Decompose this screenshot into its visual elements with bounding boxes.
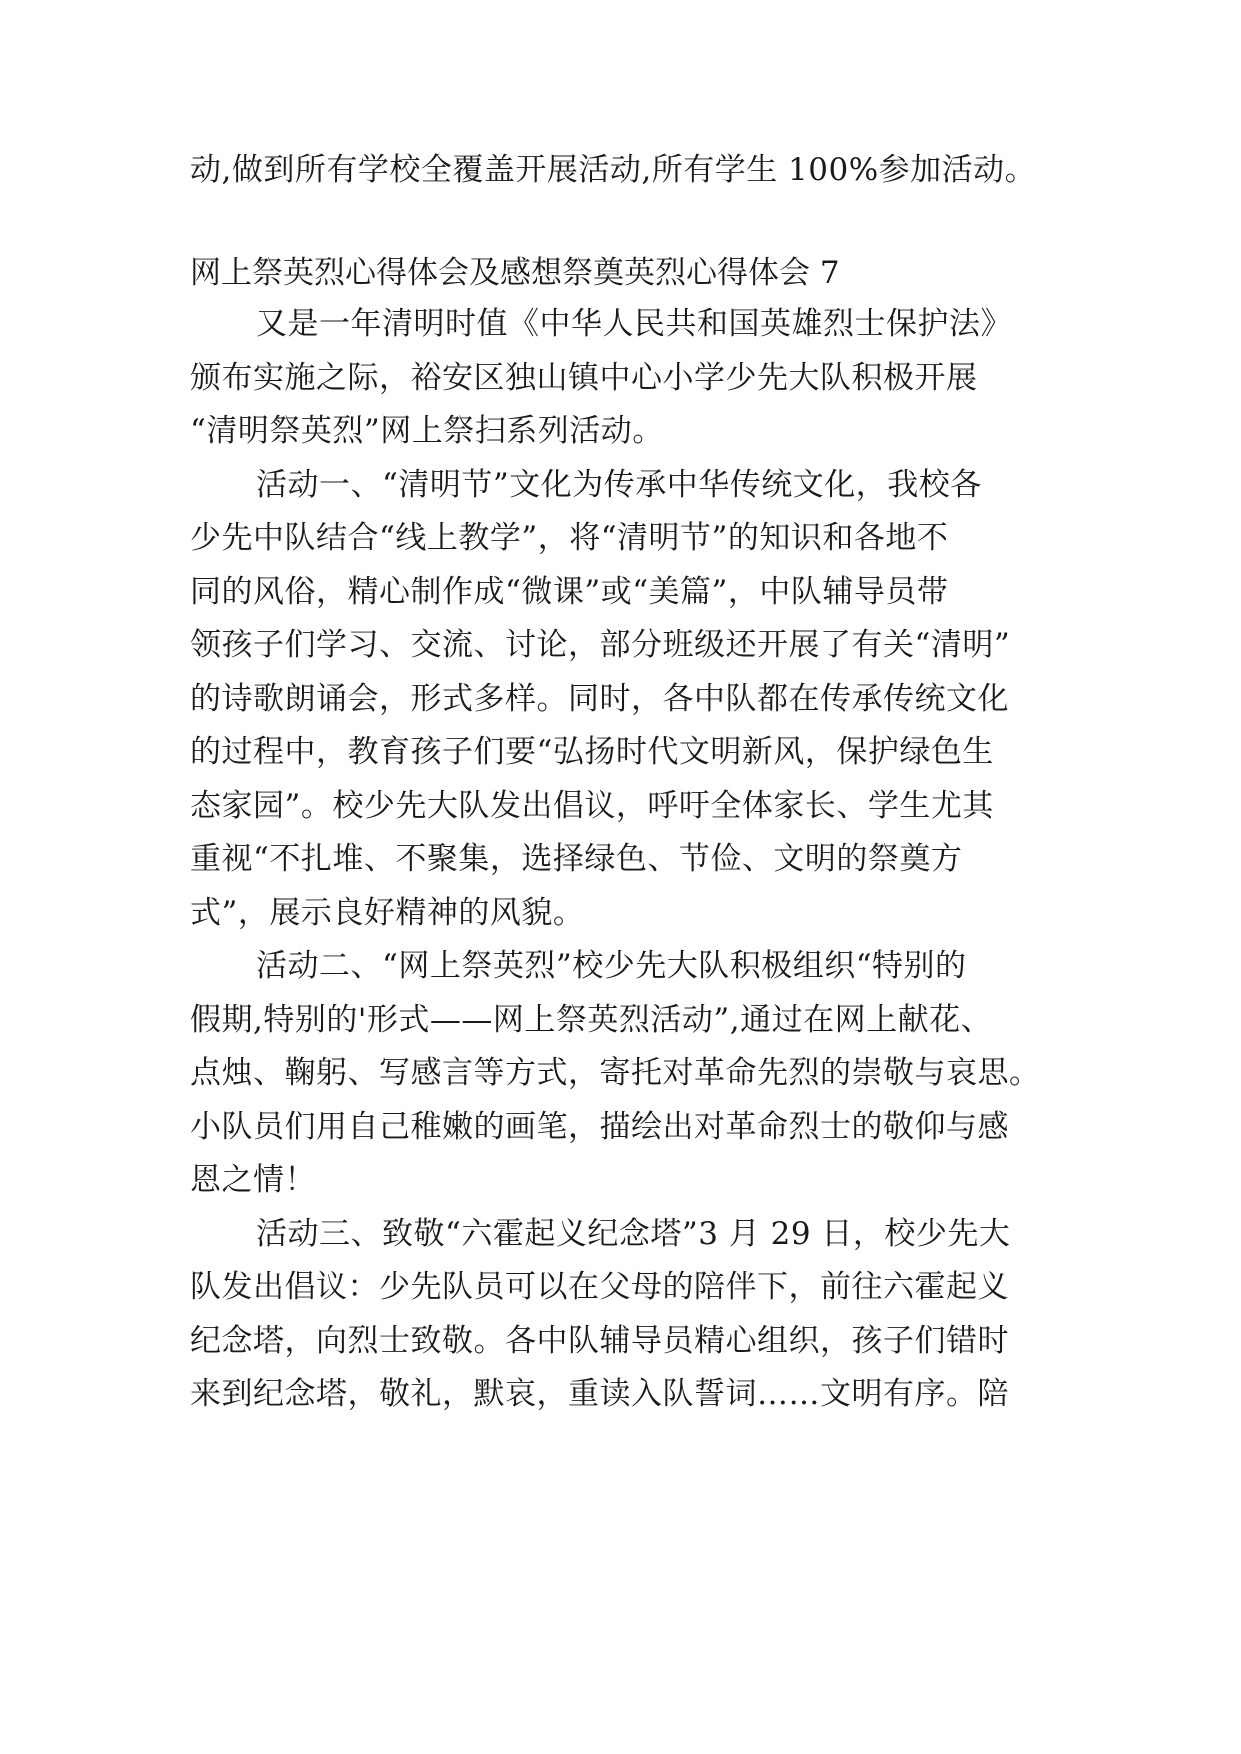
text-line: 活动一、“清明节”文化为传承中华传统文化，我校各: [256, 467, 982, 503]
text-line: 重视“不扎堆、不聚集，选择绿色、节俭、文明的祭奠方: [190, 841, 963, 877]
text-line: 点烛、鞠躬、写感言等方式，寄托对革命先烈的崇敬与哀思。: [190, 1055, 1041, 1091]
section-title: 网上祭英烈心得体会及感想祭奠英烈心得体会 7: [190, 255, 840, 291]
text-line: 的过程中，教育孩子们要“弘扬时代文明新风，保护绿色生: [190, 734, 994, 770]
text-line: 态家园”。校少先大队发出倡议，呼吁全体家长、学生尤其: [190, 788, 994, 824]
text-line: 动,做到所有学校全覆盖开展活动,所有学生 100%参加活动。: [190, 152, 1037, 188]
text-line: 恩之情！: [190, 1162, 316, 1198]
text-line: 活动三、致敬“六霍起义纪念塔”3 月 29 日，校少先大: [256, 1216, 1011, 1252]
text-line: 式”，展示良好精神的风貌。: [190, 895, 585, 931]
text-line: 活动二、“网上祭英烈”校少先大队积极组织“特别的: [256, 948, 967, 984]
text-line: 的诗歌朗诵会，形式多样。同时，各中队都在传承传统文化: [190, 681, 1009, 717]
text-line: 来到纪念塔，敬礼，默哀，重读入队誓词……文明有序。陪: [190, 1376, 1009, 1412]
text-line: “清明祭英烈”网上祭扫系列活动。: [190, 413, 664, 449]
text-line: 纪念塔，向烈士致敬。各中队辅导员精心组织，孩子们错时: [190, 1323, 1009, 1359]
text-line: 队发出倡议：少先队员可以在父母的陪伴下，前往六霍起义: [190, 1269, 1009, 1305]
text-line: 小队员们用自己稚嫩的画笔，描绘出对革命烈士的敬仰与感: [190, 1109, 1009, 1145]
text-line: 假期,特别的'形式——网上祭英烈活动”,通过在网上献花、: [190, 1002, 993, 1038]
text-line: 领孩子们学习、交流、讨论，部分班级还开展了有关“清明”: [190, 627, 1011, 663]
text-line: 少先中队结合“线上教学”，将“清明节”的知识和各地不: [190, 520, 949, 556]
text-line: 同的风俗，精心制作成“微课”或“美篇”，中队辅导员带: [190, 574, 949, 610]
text-line: 又是一年清明时值《中华人民共和国英雄烈士保护法》: [256, 306, 1012, 342]
text-line: 颁布实施之际，裕安区独山镇中心小学少先大队积极开展: [190, 360, 978, 396]
